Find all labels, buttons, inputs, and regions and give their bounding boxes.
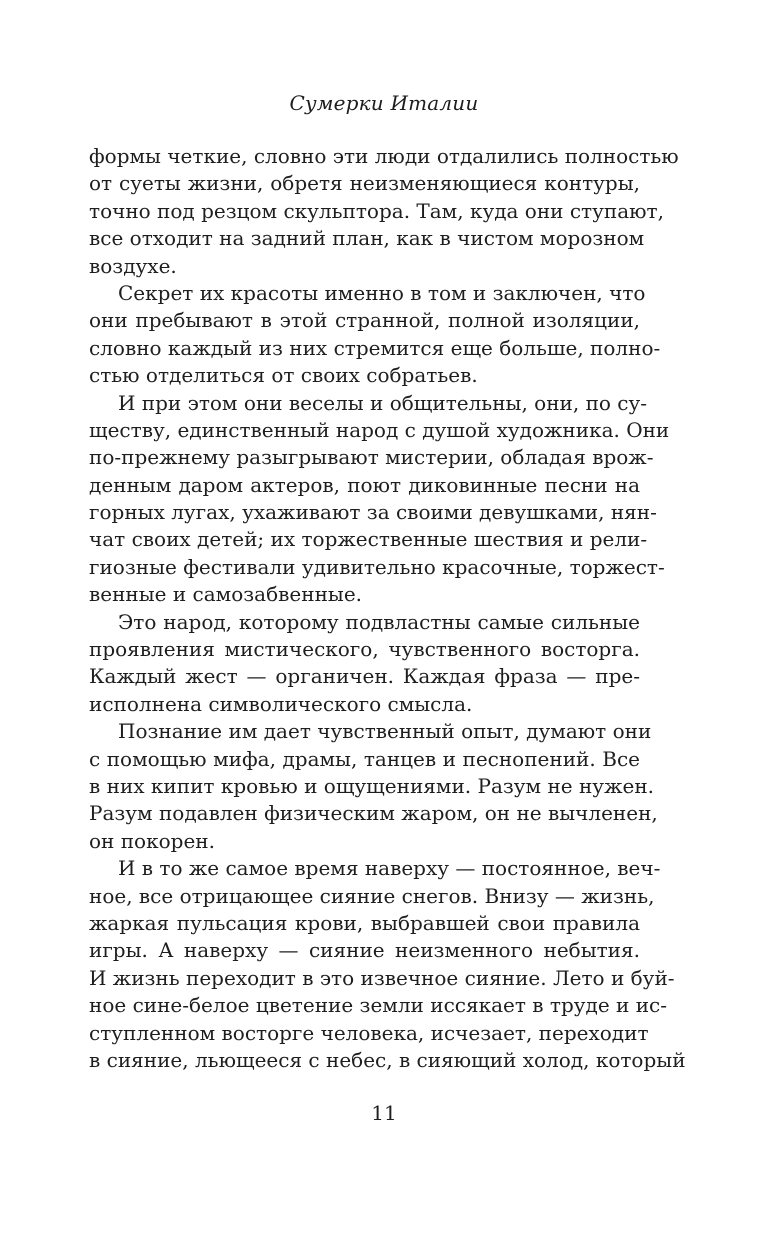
text-line: в них кипит кровью и ощущениями. Разум не нужен. [89,773,654,798]
text-line: формы четкие, словно эти люди отдалились полностью [89,144,679,168]
text-line: стью отделиться от своих собратьев. [89,363,478,388]
text-line: точно под резцом скульптора. Там, куда они ступают, [89,198,664,223]
page-number: 11 [371,1101,397,1125]
text-line: денным даром актеров, поют диковинные песни на [89,472,640,497]
text-line: с помощью мифа, драмы, танцев и песнопений. Все [89,746,640,771]
text-line: жаркая пульсация крови, выбравшей свои правила [89,910,640,935]
running-head: Сумерки Италии [289,91,479,115]
text-line: венные и самозабвенные. [89,582,363,607]
text-line: гиозные фестивали удивительно красочные, торжест- [89,554,665,579]
text-line: он покорен. [89,828,215,853]
text-line: Это народ, которому подвластны самые сильные [118,609,640,634]
text-line: ное сине-белое цветение земли иссякает в труде и ис- [89,993,668,1018]
text-line: ступленном восторге человека, исчезает, переходит [89,1020,649,1045]
text-line: И жизнь переходит в это извечное сияние. Лето и буй- [89,965,675,990]
text-line: Каждый жест — органичен. Каждая фраза — пре- [89,664,640,689]
body-text [89,143,686,1074]
text-line: по-прежнему разыгрывают мистерии, обладая врож- [89,445,654,470]
text-line: все отходит на задний план, как в чистом морозном [89,226,645,251]
text-line: исполнена символического смысла. [89,691,473,716]
text-line: игры. А наверху — сияние неизменного небытия. [89,938,640,963]
text-line: проявления мистического, чувственного восторга. [89,637,640,662]
text-line: ное, все отрицающее сияние снегов. Внизу — жизнь, [89,883,655,908]
text-line: словно каждый из них стремится еще больше, полно- [89,335,661,360]
text-line: чат своих детей; их торжественные шествия и рели- [89,527,648,552]
text-line: ществу, единственный народ с душой художника. Они [89,417,670,442]
text-line: И при этом они веселы и общительны, они, по су- [118,390,648,415]
text-line: горных лугах, ухаживают за своими девушками, нян- [89,500,657,525]
text-line: Познание им дает чувственный опыт, думают они [118,719,652,744]
text-line: воздухе. [89,253,177,278]
text-line: И в то же самое время наверху — постоянное, веч- [118,856,661,881]
text-line: Разум подавлен физическим жаром, он не вычленен, [89,801,658,826]
text-line: в сияние, льющееся с небес, в сияющий холод, который [89,1047,686,1072]
text-line: Секрет их красоты именно в том и заключен, что [118,280,646,305]
text-line: от суеты жизни, обретя неизменяющиеся контуры, [89,171,640,196]
text-line: они пребывают в этой странной, полной изоляции, [89,308,640,333]
